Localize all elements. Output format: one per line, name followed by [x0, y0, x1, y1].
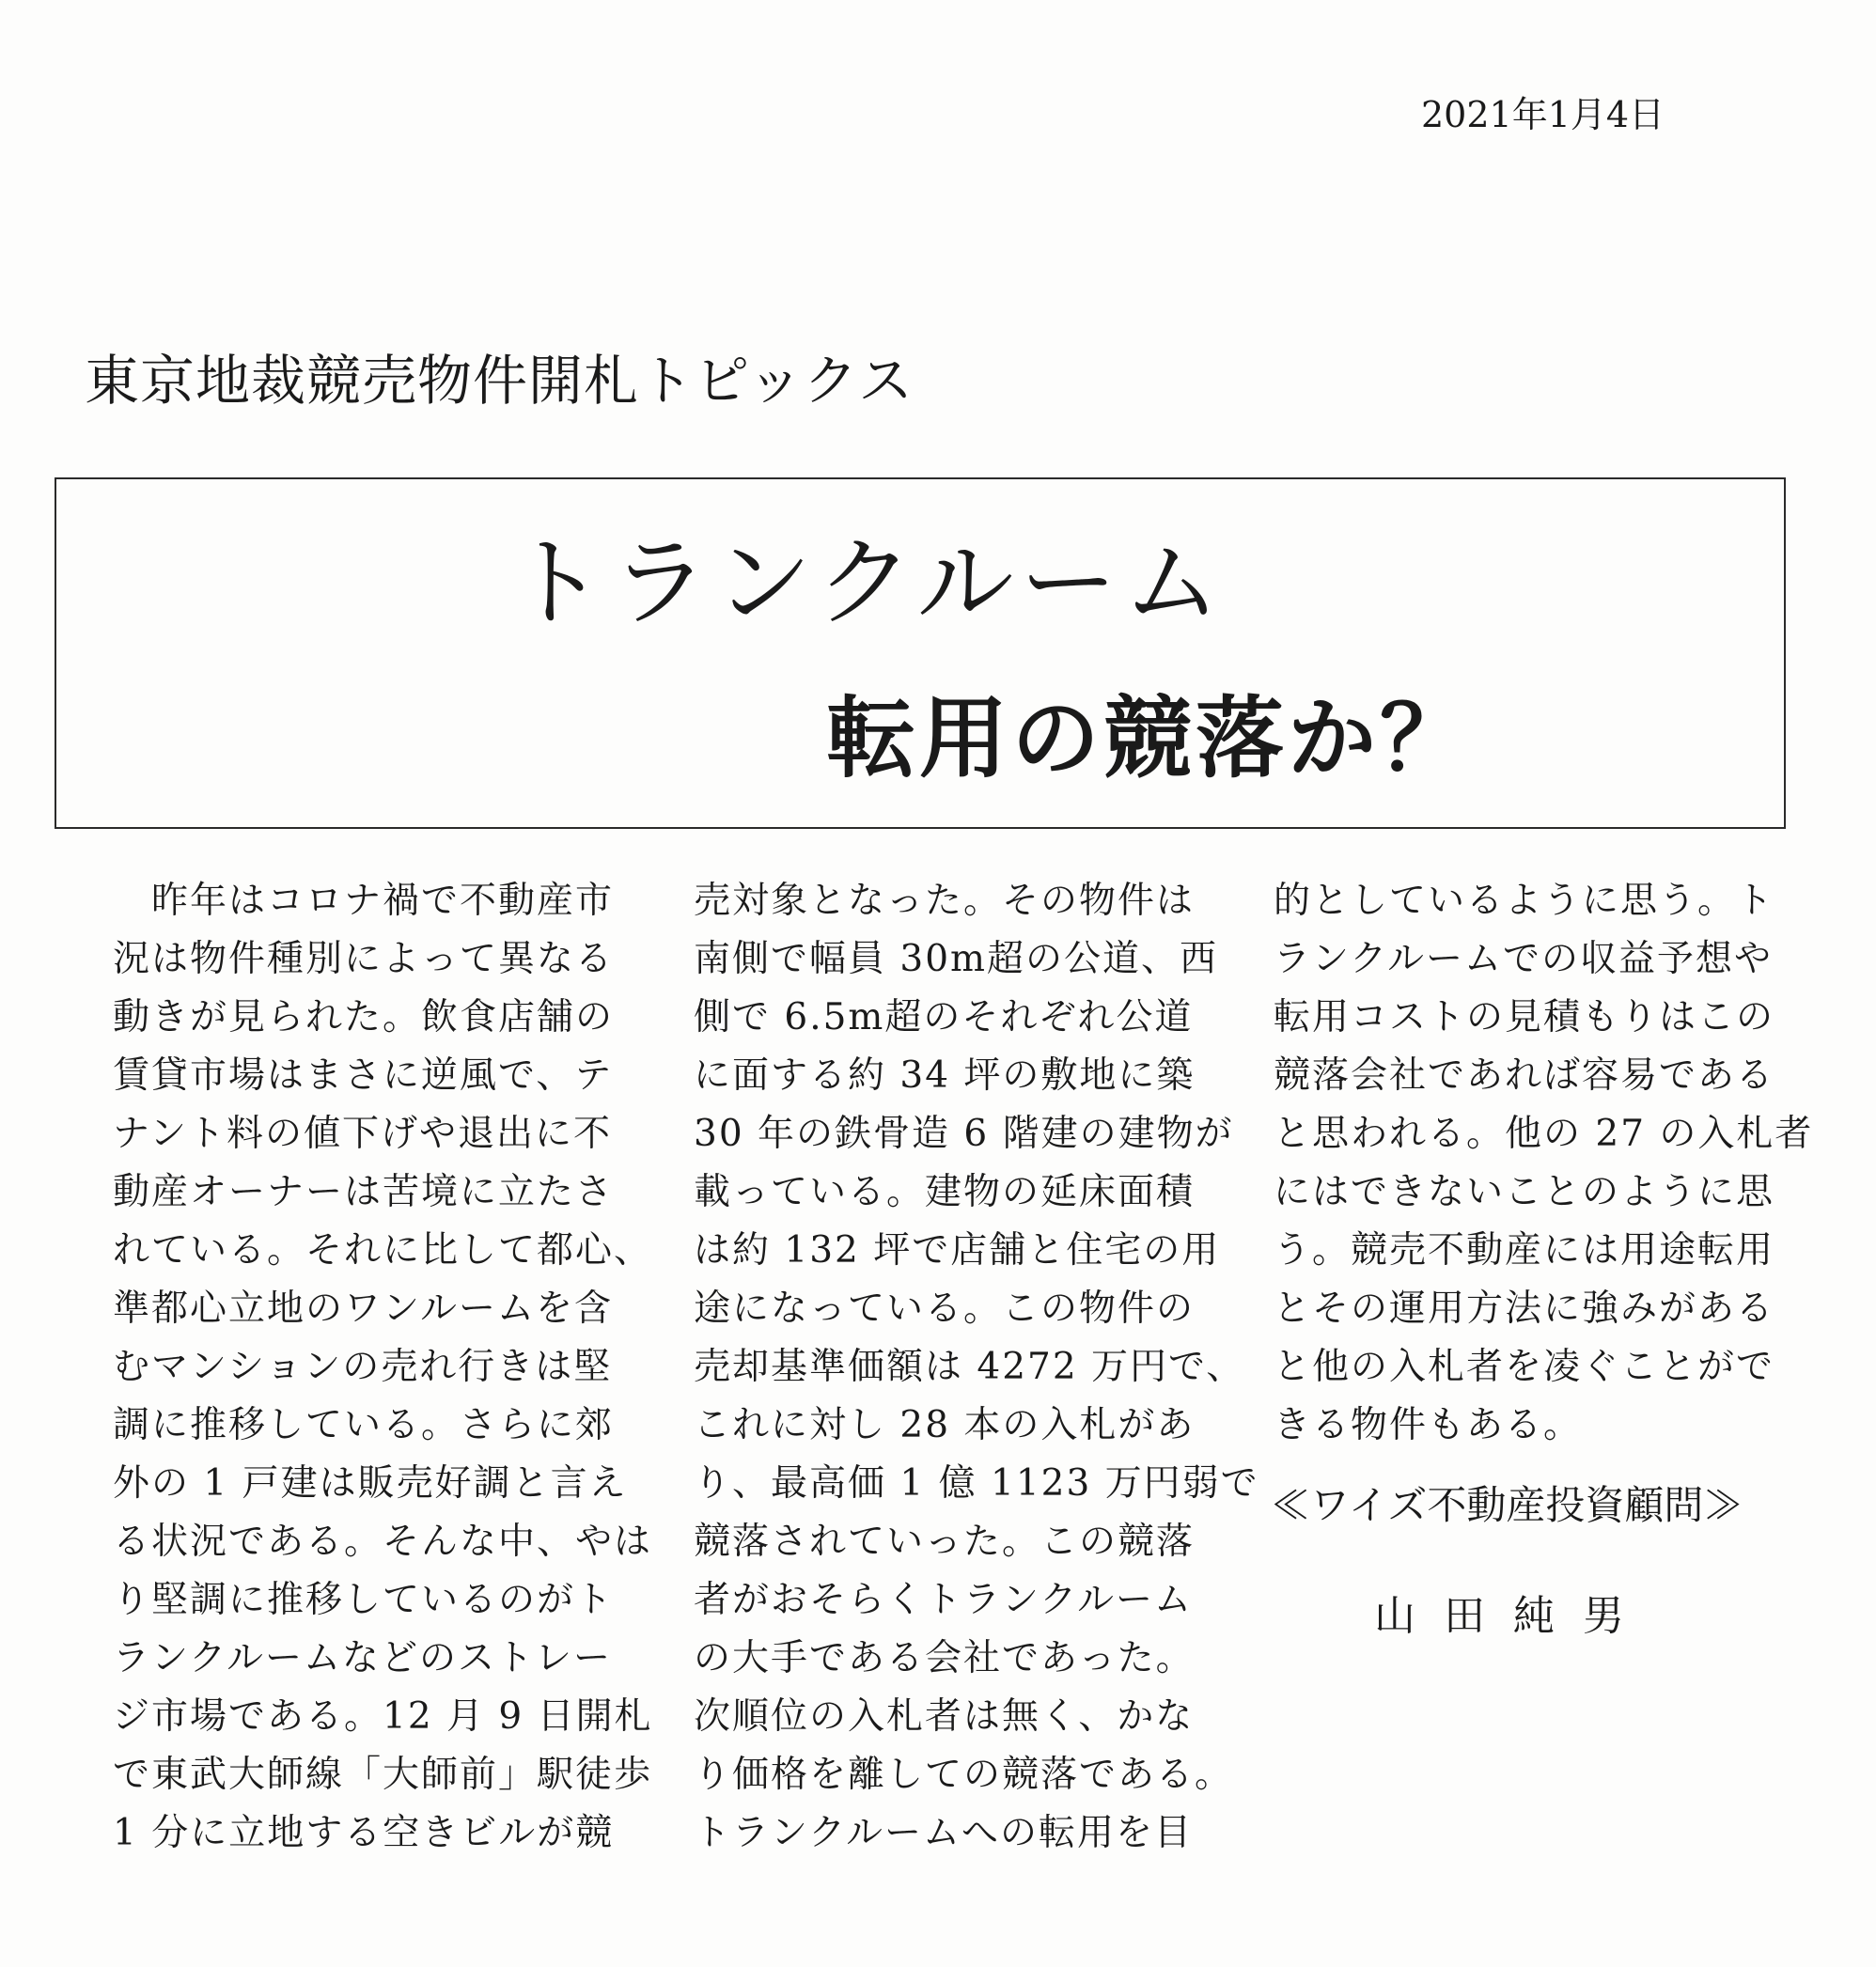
- article-line: 次順位の入札者は無く、かな: [694, 1695, 1195, 1738]
- article-line: 動産オーナーは苦境に立たさ: [113, 1171, 615, 1213]
- article-column-3: [1274, 872, 1813, 1455]
- article-line: 賃貸市場はまさに逆風で、テ: [113, 1054, 614, 1097]
- article-line: ランクルームでの収益予想や: [1274, 938, 1774, 980]
- article-line: 売対象となった。その物件は: [694, 880, 1196, 922]
- organization-name: ≪ワイズ不動産投資顧問≫: [1271, 1482, 1743, 1528]
- article-line: と思われる。他の 27 の入札者: [1274, 1113, 1814, 1155]
- article-line: り価格を離しての競落である。: [694, 1754, 1234, 1796]
- article-line: 30 年の鉄骨造 6 階建の建物が: [694, 1113, 1234, 1155]
- article-line: 調に推移している。さらに郊: [113, 1404, 615, 1446]
- article-line: 競落会社であれば容易である: [1274, 1054, 1775, 1097]
- article-line: れている。それに比して都心、: [113, 1229, 653, 1272]
- article-line: は約 132 坪で店舗と住宅の用: [694, 1229, 1221, 1272]
- article-line: 的としているように思う。ト: [1274, 880, 1775, 922]
- author-name: 山田純男: [1374, 1592, 1652, 1640]
- series-title: 東京地裁競売物件開札トピックス: [85, 349, 915, 413]
- article-line: り、最高価 1 億 1123 万円弱で: [694, 1462, 1259, 1505]
- article-line: 売却基準価額は 4272 万円で、: [694, 1346, 1245, 1388]
- article-line: 側で 6.5m超のそれぞれ公道: [694, 996, 1194, 1038]
- article-line: と他の入札者を凌ぐことがで: [1274, 1346, 1775, 1388]
- article-line: に面する約 34 坪の敷地に築: [694, 1054, 1196, 1097]
- article-line: う。競売不動産には用途転用: [1274, 1229, 1775, 1272]
- article-line: り堅調に推移しているのがト: [113, 1579, 615, 1621]
- headline-line-2: 転用の競落か？: [827, 688, 1473, 790]
- article-line: にはできないことのように思: [1274, 1171, 1775, 1213]
- article-line: とその運用方法に強みがある: [1274, 1288, 1775, 1330]
- article-line: 競落されていった。この競落: [694, 1521, 1196, 1563]
- article-line: ナント料の値下げや退出に不: [113, 1113, 613, 1155]
- article-line: 動きが見られた。飲食店舗の: [113, 996, 615, 1038]
- article-line: 昨年はコロナ禍で不動産市: [113, 880, 615, 922]
- article-column-1: [113, 872, 653, 1863]
- article-line: トランクルームへの転用を目: [694, 1812, 1194, 1854]
- publication-date: 2021年1月4日: [1421, 94, 1665, 135]
- headline-line-1: トランクルーム: [508, 525, 1227, 640]
- article-line: ジ市場である。12 月 9 日開札: [113, 1695, 653, 1738]
- article-line: ランクルームなどのストレー: [113, 1637, 613, 1679]
- article-line: きる物件もある。: [1274, 1404, 1583, 1446]
- article-line: 載っている。建物の延床面積: [694, 1171, 1196, 1213]
- article-line: 況は物件種別によって異なる: [113, 938, 615, 980]
- article-line: むマンションの売れ行きは堅: [113, 1346, 613, 1388]
- article-line: る状況である。そんな中、やは: [113, 1521, 653, 1563]
- article-line: これに対し 28 本の入札があ: [694, 1404, 1196, 1446]
- article-line: 途になっている。この物件の: [694, 1288, 1196, 1330]
- article-line: 者がおそらくトランクルーム: [694, 1579, 1194, 1621]
- headline-box: [55, 477, 1786, 829]
- article-line: 外の 1 戸建は販売好調と言え: [113, 1462, 628, 1505]
- article-line: の大手である会社であった。: [694, 1637, 1195, 1679]
- article-line: 転用コストの見積もりはこの: [1274, 996, 1775, 1038]
- article-line: で東武大師線「大師前」駅徒歩: [113, 1754, 653, 1796]
- article-column-2: [694, 872, 1259, 1863]
- article-line: 1 分に立地する空きビルが競: [113, 1812, 615, 1854]
- article-line: 準都心立地のワンルームを含: [113, 1288, 614, 1330]
- article-line: 南側で幅員 30m超の公道、西: [694, 938, 1219, 980]
